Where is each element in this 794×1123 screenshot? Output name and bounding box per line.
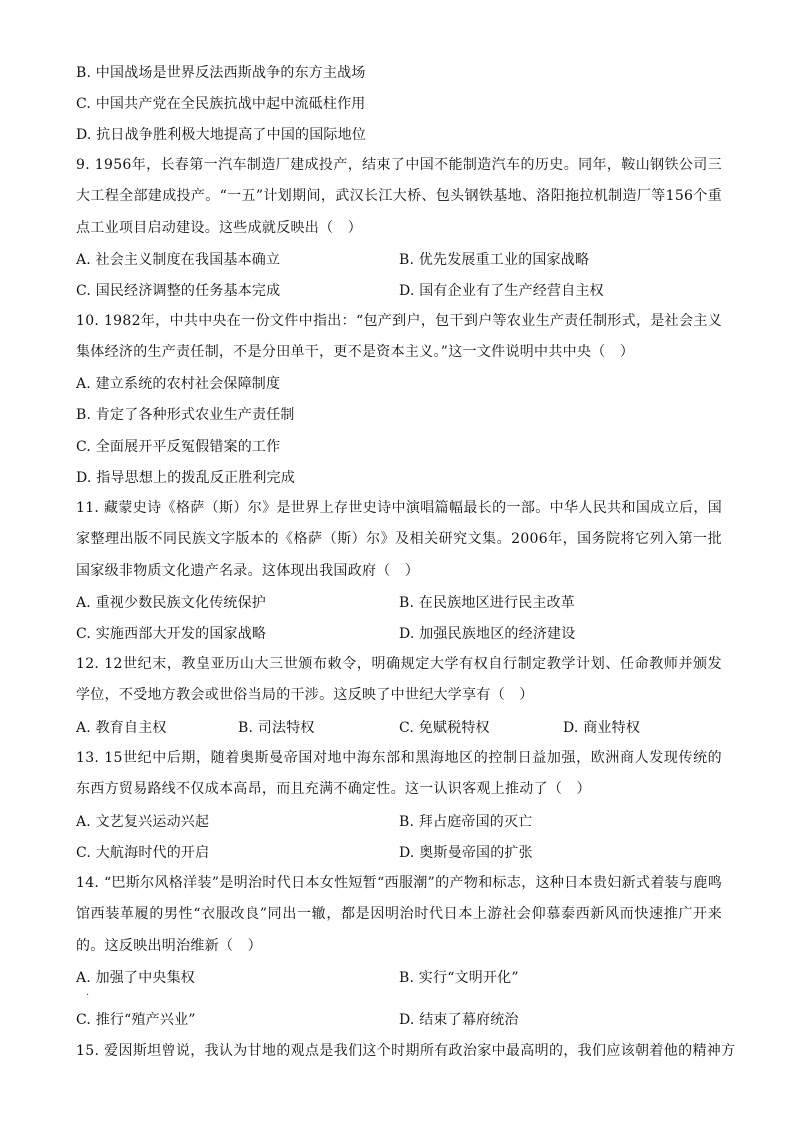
question-14-option-c: C. 推行“殖产兴业” xyxy=(76,1012,196,1028)
question-13-option-a: A. 文艺复兴运动兴起 xyxy=(76,814,210,830)
question-12-option-a: A. 教育自主权 xyxy=(76,720,167,736)
question-9-stem: 9. 1956年，长春第一汽车制造厂建成投产，结束了中国不能制造汽车的历史。同年，鞍山钢铁公司三大工程全部建成投产。“一五”计划期间，武汉长江大桥、包头钢铁基地、洛阳拖拉机制造厂等156个重点工业项目启动建设。这些成就反映出（ ） xyxy=(76,157,722,236)
prev-option-b: B. 中国战场是世界反法西斯战争的东方主战场 xyxy=(76,65,366,81)
prev-option-d: D. 抗日战争胜利极大地提高了中国的国际地位 xyxy=(76,127,367,143)
question-10-option-a: A. 建立系统的农村社会保障制度 xyxy=(76,376,281,392)
question-14-option-b: B. 实行“文明开化” xyxy=(399,970,519,986)
question-13-option-c: C. 大航海时代的开启 xyxy=(76,845,210,861)
stray-mark: · xyxy=(86,990,90,1001)
question-14-option-d: D. 结束了幕府统治 xyxy=(399,1012,519,1028)
question-12-option-c: C. 免赋税特权 xyxy=(399,720,490,736)
question-11-option-b: B. 在民族地区进行民主改革 xyxy=(399,595,575,611)
question-9-option-b: B. 优先发展重工业的国家战略 xyxy=(399,252,590,268)
question-10-option-b: B. 肯定了各种形式农业生产责任制 xyxy=(76,407,295,423)
question-11-option-a: A. 重视少数民族文化传统保护 xyxy=(76,595,267,611)
question-13-stem: 13. 15世纪中后期，随着奥斯曼帝国对地中海东部和黑海地区的控制日益加强，欧洲商人发现传统的东西方贸易路线不仅成本高昂，而且充满不确定性。这一认识客观上推动了（ ） xyxy=(76,750,722,798)
question-13-option-b: B. 拜占庭帝国的灭亡 xyxy=(399,814,533,830)
prev-option-c: C. 中国共产党在全民族抗战中起中流砥柱作用 xyxy=(76,96,366,112)
question-12-option-b: B. 司法特权 xyxy=(238,720,315,736)
question-11-stem: 11. 藏蒙史诗《格萨（斯）尔》是世界上存世史诗中演唱篇幅最长的一部。中华人民共和国成立后，国家整理出版不同民族文字版本的《格萨（斯）尔》及相关研究文集。2006年，国务院将它列入第一批国家级非物质文化遗产名录。这体现出我国政府（ ） xyxy=(76,500,722,579)
question-11-option-d: D. 加强民族地区的经济建设 xyxy=(399,626,576,642)
question-10-stem: 10. 1982年，中共中央在一份文件中指出：“包产到户，包干到户等农业生产责任制形式，是社会主义集体经济的生产责任制，不是分田单干，更不是资本主义。”这一文件说明中共中央（ ） xyxy=(76,313,722,361)
question-9-option-a: A. 社会主义制度在我国基本确立 xyxy=(76,252,281,268)
question-15-stem: 15. 爱因斯坦曾说，我认为甘地的观点是我们这个时期所有政治家中最高明的，我们应该朝着他的精神方 xyxy=(76,1043,736,1059)
question-14-option-a: A. 加强了中央集权 xyxy=(76,970,196,986)
question-12-option-d: D. 商业特权 xyxy=(563,720,641,736)
question-10-option-c: C. 全面展开平反冤假错案的工作 xyxy=(76,439,281,455)
question-14-stem: 14. “巴斯尔风格洋装”是明治时代日本女性短暂“西服潮”的产物和标志，这种日本贵妇新式着装与鹿鸣馆西装革履的男性“衣服改良”同出一辙，都是因明治时代日本上游社会仰慕泰西新风而快速推广开来的。这反映出明治维新（ ） xyxy=(76,875,722,954)
question-11-option-c: C. 实施西部大开发的国家战略 xyxy=(76,626,267,642)
question-13-option-d: D. 奥斯曼帝国的扩张 xyxy=(399,845,533,861)
question-12-stem: 12. 12世纪末，教皇亚历山大三世颁布敕令，明确规定大学有权自行制定教学计划、任命教师并颁发学位，不受地方教会或世俗当局的干涉。这反映了中世纪大学享有（ ） xyxy=(76,656,722,704)
question-10-option-d: D. 指导思想上的拨乱反正胜利完成 xyxy=(76,470,296,486)
question-9-option-d: D. 国有企业有了生产经营自主权 xyxy=(399,283,604,299)
question-9-option-c: C. 国民经济调整的任务基本完成 xyxy=(76,283,281,299)
